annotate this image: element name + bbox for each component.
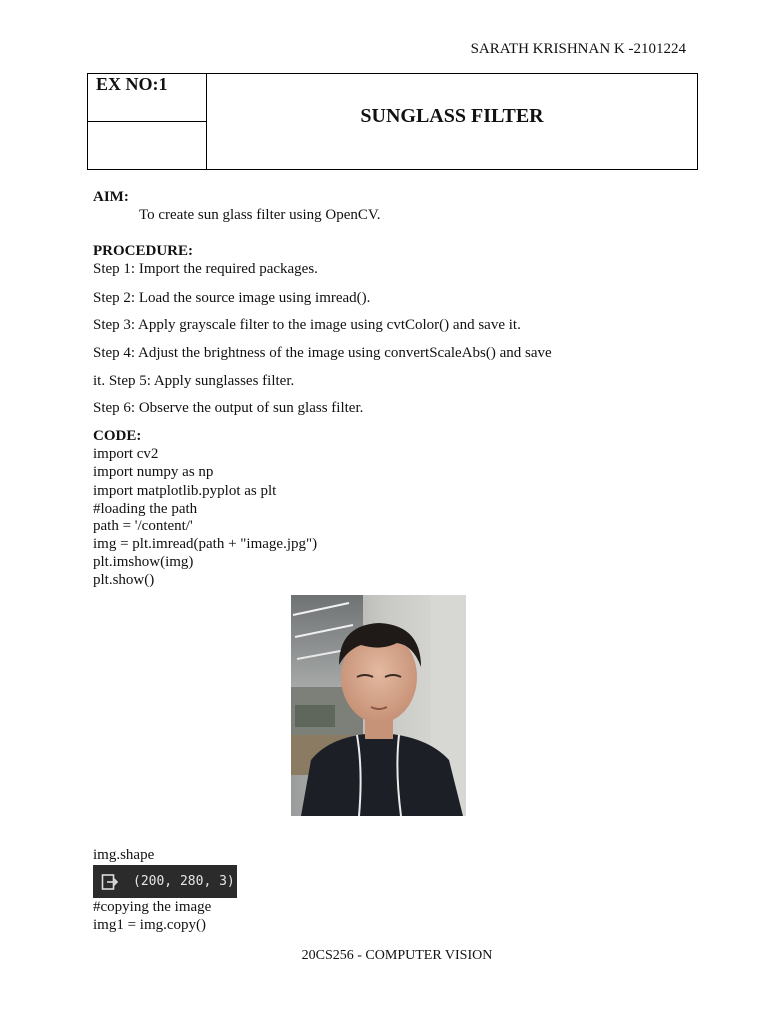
code-line: import numpy as np (93, 464, 214, 480)
header-author: SARATH KRISHNAN K -2101224 (470, 41, 686, 57)
exercise-title: SUNGLASS FILTER (360, 105, 544, 127)
code-line: plt.show() (93, 572, 155, 588)
exercise-number-cell (88, 74, 207, 122)
procedure-label: PROCEDURE: (93, 243, 193, 259)
portrait-photo (291, 595, 466, 816)
code-line: img1 = img.copy() (93, 917, 207, 933)
procedure-step: Step 4: Adjust the brightness of the image using convertScaleAbs() and save (93, 345, 552, 361)
procedure-step: Step 3: Apply grayscale filter to the image using cvtColor() and save it. (93, 317, 521, 333)
code-line: img = plt.imread(path + "image.jpg") (93, 536, 318, 552)
procedure-step: Step 2: Load the source image using imread(). (93, 290, 371, 306)
footer-course: 20CS256 - COMPUTER VISION (301, 948, 493, 963)
code-line: plt.imshow(img) (93, 554, 194, 570)
code-line: path = '/content/' (93, 518, 193, 534)
code-line: #copying the image (93, 899, 212, 915)
exercise-table (87, 73, 698, 170)
output-text: (200, 280, 3) (133, 874, 235, 889)
aim-text: To create sun glass filter using OpenCV. (139, 207, 381, 223)
exercise-date-cell (88, 122, 207, 169)
output-cell (93, 865, 237, 898)
procedure-step: Step 1: Import the required packages. (93, 261, 318, 277)
code-label: CODE: (93, 428, 142, 444)
aim-label: AIM: (93, 189, 129, 205)
code-line: #loading the path (93, 501, 198, 517)
code-line: import matplotlib.pyplot as plt (93, 483, 277, 499)
output-arrow-icon (101, 873, 119, 891)
procedure-step: Step 6: Observe the output of sun glass filter. (93, 400, 364, 416)
exercise-number: EX NO:1 (96, 74, 168, 94)
code-line: import cv2 (93, 446, 159, 462)
code-line: img.shape (93, 847, 155, 863)
procedure-step: it. Step 5: Apply sunglasses filter. (93, 373, 295, 389)
